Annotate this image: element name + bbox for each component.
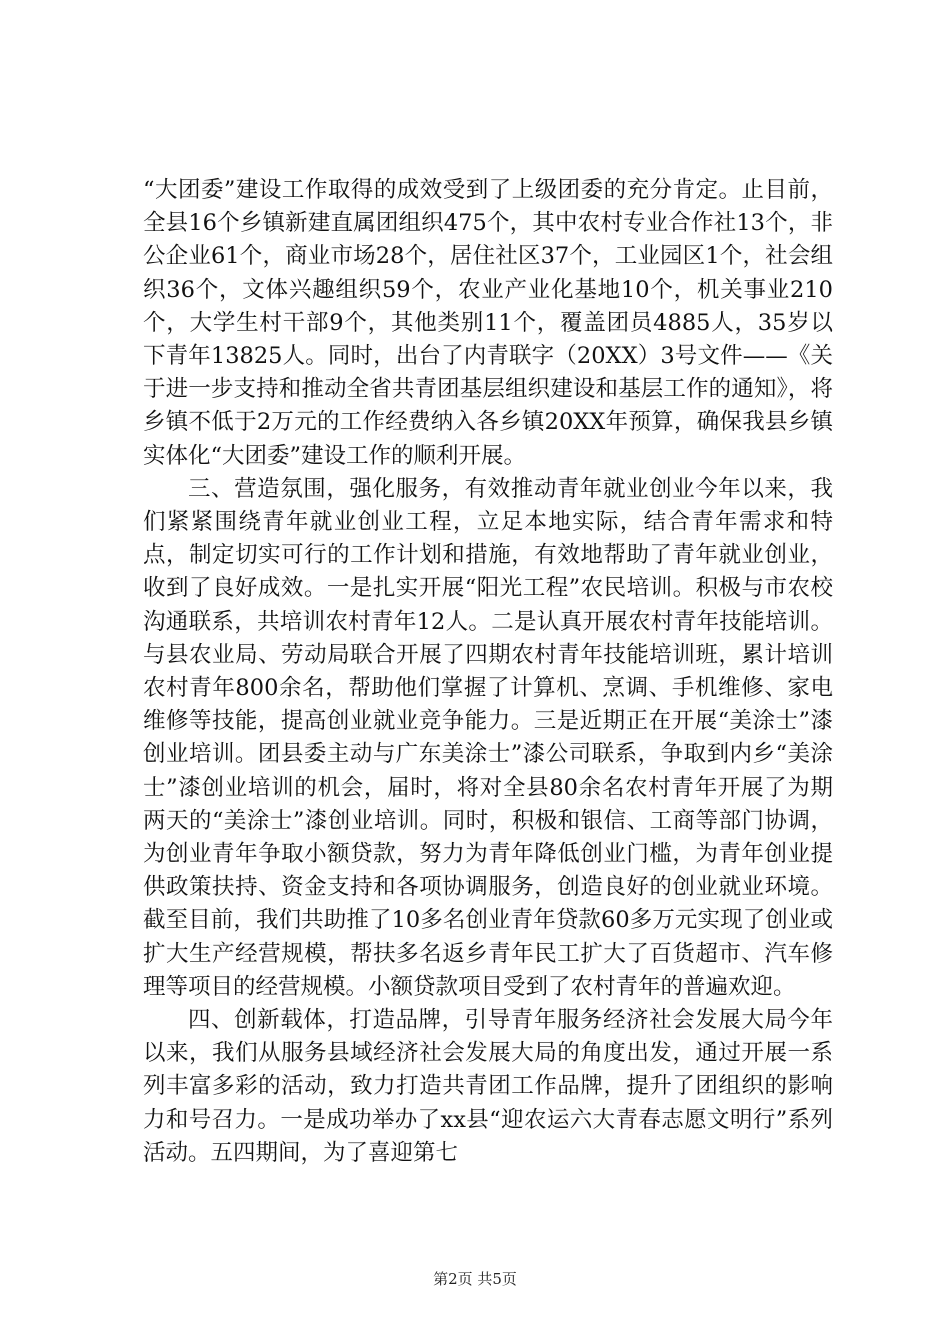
page-number: 第2页 共5页 [433, 1270, 517, 1288]
document-body [143, 174, 833, 1170]
paragraph-3: 四、创新载体，打造品牌，引导青年服务经济社会发展大局今年以来，我们从服务县域经济社会发展大局的角度出发，通过开展一系列丰富多彩的活动，致力打造共青团工作品牌，提升了团组织的影响力和号召力。一是成功举办了xx县“迎农运六大青春志愿文明行”系列活动。五四期间，为了喜迎第七 [143, 1007, 833, 1166]
paragraph-1: “大团委”建设工作取得的成效受到了上级团委的充分肯定。止目前，全县16个乡镇新建直属团组织475个，其中农村专业合作社13个，非公企业61个，商业市场28个，居住社区37个，工业园区1个，社会组织36个，文体兴趣组织59个，农业产业化基地10个，机关事业210个，大学生村干部9个，其他类别11个，覆盖团员4885人，35岁以下青年13825人。同时，出台了内青联字（20XX）3号文件——《关于进一步支持和推动全省共青团基层组织建设和基层工作的通知》，将乡镇不低于2万元的工作经费纳入各乡镇20XX年预算，确保我县乡镇实体化“大团委”建设工作的顺利开展。 [143, 177, 833, 469]
paragraph-2: 三、营造氛围，强化服务，有效推动青年就业创业今年以来，我们紧紧围绕青年就业创业工程，立足本地实际，结合青年需求和特点，制定切实可行的工作计划和措施，有效地帮助了青年就业创业，收到了良好成效。一是扎实开展“阳光工程”农民培训。积极与市农校沟通联系，共培训农村青年12人。二是认真开展农村青年技能培训。与县农业局、劳动局联合开展了四期农村青年技能培训班，累计培训农村青年800余名，帮助他们掌握了计算机、烹调、手机维修、家电维修等技能，提高创业就业竞争能力。三是近期正在开展“美涂士”漆创业培训。团县委主动与广东美涂士”漆公司联系，争取到内乡“美涂士”漆创业培训的机会，届时，将对全县80余名农村青年开展了为期两天的“美涂士”漆创业培训。同时，积极和银信、工商等部门协调，为创业青年争取小额贷款，努力为青年降低创业门槛，为青年创业提供政策扶持、资金支持和各项协调服务，创造良好的创业就业环境。截至目前，我们共助推了10多名创业青年贷款60多万元实现了创业或扩大生产经营规模，帮扶多名返乡青年民工扩大了百货超市、汽车修理等项目的经营规模。小额贷款项目受到了农村青年的普遍欢迎。 [143, 475, 833, 1000]
